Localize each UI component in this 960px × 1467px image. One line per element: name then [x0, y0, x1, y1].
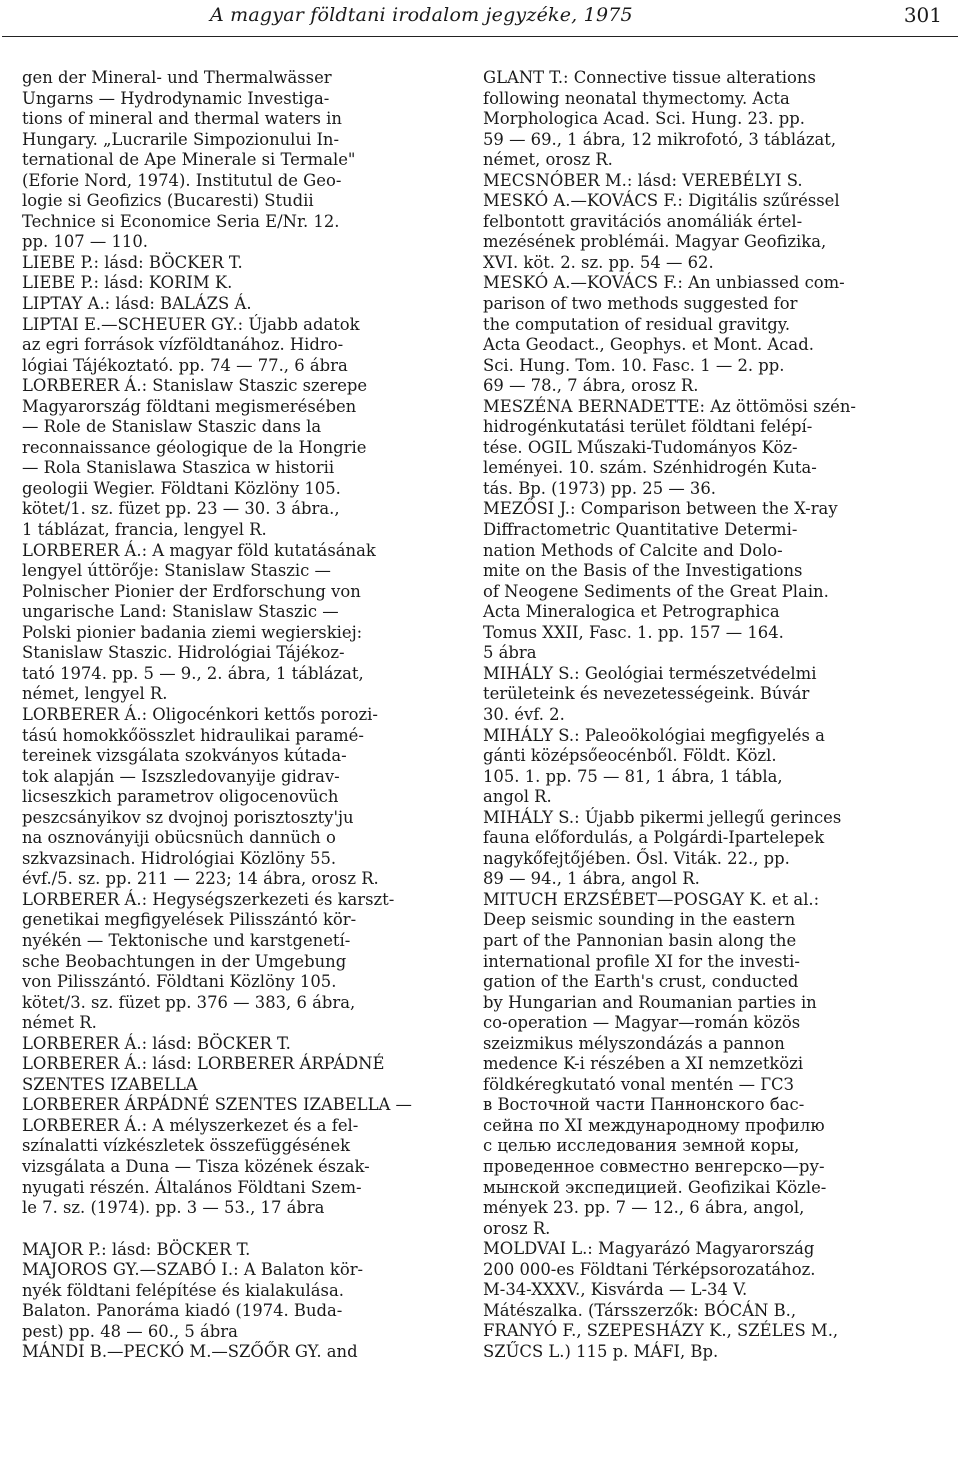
text-line: orosz R. [483, 1218, 551, 1238]
right-column [483, 68, 933, 1362]
text-line: Deep seismic sounding in the eastern [483, 910, 796, 930]
text-line: Ungarns — Hydrodynamic Investiga- [22, 88, 330, 108]
text-line: mények 23. pp. 7 — 12., 6 ábra, angol, [483, 1198, 805, 1218]
text-line: peszcsányikov sz dvojnoj porisztoszty'ju [22, 807, 354, 827]
text-line: MAJOR P.: lásd: BÖCKER T. [22, 1239, 251, 1259]
text-line: MIHÁLY S.: Geológiai természetvédelmi [483, 663, 817, 683]
text-line: 5 ábra [483, 643, 537, 663]
text-line: 59 — 69., 1 ábra, 12 mikrofotó, 3 táblázat, [483, 129, 837, 149]
text-line: following neonatal thymectomy. Acta [483, 88, 790, 108]
text-line: MESKÓ A.—KOVÁCS F.: Digitális szűréssel [483, 191, 840, 211]
text-line: (Eforie Nord, 1974). Institutul de Geo- [22, 170, 342, 190]
page-header [0, 0, 960, 40]
text-line: tok alapján — Iszszledovanyije gidrav- [22, 766, 340, 786]
text-line: nyékén — Tektonische und karstgenetí- [22, 930, 351, 950]
text-line: német, orosz R. [483, 150, 613, 170]
text-line: Diffractometric Quantitative Determi- [483, 520, 798, 540]
text-line: the computation of residual gravitgy. [483, 314, 791, 334]
text-line: kötet/3. sz. füzet pp. 376 — 383, 6 ábra, [22, 992, 356, 1012]
text-line: szeizmikus mélyszondázás a pannon [483, 1033, 785, 1053]
text-line: genetikai megfigyelések Pilisszántó kör- [22, 910, 357, 930]
text-line: gánti középsőeocénből. Földt. Közl. [483, 746, 777, 766]
text-line: M-34-XXXV., Kisvárda — L-34 V. [483, 1280, 748, 1300]
text-line: Mátészalka. (Társszerzők: BÓCÁN B., [483, 1300, 797, 1320]
text-line: angol R. [483, 787, 552, 807]
text-line: parison of two methods suggested for [483, 294, 798, 314]
text-line: az egri források vízföldtanához. Hidro- [22, 335, 344, 355]
text-line: сейна по XI международному профилю [483, 1115, 825, 1135]
text-line: LORBERER Á.: lásd: BÖCKER T. [22, 1033, 291, 1053]
text-line: gen der Mineral- und Thermalwässer [22, 68, 332, 87]
text-line: LORBERER Á.: Oligocénkori kettős porozi- [22, 704, 378, 724]
text-line: geologii Wegier. Földtani Közlöny 105. [22, 478, 341, 498]
text-line: MEZŐSI J.: Comparison between the X-ray [483, 499, 838, 519]
text-line: Polnischer Pionier der Erdforschung von [22, 581, 361, 601]
text-line: — Rola Stanislawa Staszica w historii [22, 458, 335, 478]
text-line: fauna előfordulás, a Polgárdi-Ipartelepek [483, 828, 825, 848]
text-line: MITUCH ERZSÉBET—POSGAY K. et al.: [483, 889, 820, 909]
text-line: Tomus XXII, Fasc. 1. pp. 157 — 164. [483, 622, 784, 642]
text-line: von Pilisszántó. Földtani Közlöny 105. [22, 972, 337, 992]
text-line: 69 — 78., 7 ábra, orosz R. [483, 376, 699, 396]
text-line: Morphologica Acad. Sci. Hung. 23. pp. [483, 109, 805, 129]
text-line: kötet/1. sz. füzet pp. 23 — 30. 3 ábra., [22, 499, 340, 519]
text-line: SZŰCS L.) 115 p. MÁFI, Bp. [483, 1341, 719, 1361]
text-line: part of the Pannonian basin along the [483, 930, 797, 950]
text-line: nagykőfejtőjében. Ősl. Viták. 22., pp. [483, 848, 790, 868]
text-line: lengyel úttörője: Stanislaw Staszic — [22, 561, 331, 581]
text-line: MÁNDI B.—PECKÓ M.—SZŐŐR GY. and [22, 1342, 358, 1362]
text-line: területeink és nevezetességeink. Búvár [483, 684, 810, 704]
text-line: német R. [22, 1013, 97, 1033]
text-line: német, lengyel R. [22, 684, 168, 704]
text-line: színalatti vízkészletek összefüggésének [22, 1136, 351, 1156]
text-line: мынской экспедицией. Geofizikai Közle- [483, 1177, 827, 1197]
text-line: reconnaissance géologique de la Hongrie [22, 437, 367, 457]
text-line: földkéregkutató vonal mentén — ГСЗ [483, 1074, 794, 1094]
text-line: international profile XI for the investi- [483, 951, 800, 971]
text-line: LORBERER Á.: lásd: LORBERER ÁRPÁDNÉ [22, 1054, 385, 1074]
text-line: Balaton. Panoráma kiadó (1974. Buda- [22, 1301, 343, 1321]
text-line: LORBERER Á.: A magyar föld kutatásának [22, 540, 376, 560]
text-line: 89 — 94., 1 ábra, angol R. [483, 869, 700, 889]
text-line: by Hungarian and Roumanian parties in [483, 992, 817, 1012]
text-line: lógiai Tájékoztató. pp. 74 — 77., 6 ábra [22, 355, 348, 375]
text-line: — Role de Stanislaw Staszic dans la [22, 417, 322, 437]
text-line: logie si Geofizics (Bucaresti) Studii [22, 191, 314, 211]
text-line: проведенное совместно венгерско—ру- [483, 1156, 825, 1176]
text-line: MAJOROS GY.—SZABÓ I.: A Balaton kör- [22, 1260, 364, 1280]
text-line: XVI. köt. 2. sz. pp. 54 — 62. [483, 252, 714, 272]
text-line: szkvazsinach. Hidrológiai Közlöny 55. [22, 848, 337, 868]
text-line: GLANT T.: Connective tissue alterations [483, 68, 816, 87]
left-column [22, 68, 452, 1363]
text-line: le 7. sz. (1974). pp. 3 — 53., 17 ábra [22, 1198, 325, 1218]
text-line: LIPTAY A.: lásd: BALÁZS Á. [22, 294, 252, 314]
text-line: tású homokkőösszlet hidraulikai paramé- [22, 725, 364, 745]
text-line: MIHÁLY S.: Újabb pikermi jellegű gerinces [483, 807, 842, 827]
text-line: mezésének problémái. Magyar Geofizika, [483, 232, 827, 252]
text-line: tése. OGIL Műszaki-Tudományos Köz- [483, 437, 798, 457]
text-line: LORBERER Á.: Hegységszerkezeti és karszt- [22, 889, 395, 909]
text-line: LIEBE P.: lásd: BÖCKER T. [22, 252, 243, 272]
text-line: sche Beobachtungen in der Umgebung [22, 951, 347, 971]
text-line: с целью исследования земной коры, [483, 1136, 800, 1156]
text-line: LORBERER ÁRPÁDNÉ SZENTES IZABELLA — [22, 1095, 412, 1115]
text-line: LORBERER Á.: Stanislaw Staszic szerepe [22, 376, 368, 396]
text-line: tereinek vizsgálata szokványos kútada- [22, 746, 347, 766]
text-line: pp. 107 — 110. [22, 232, 148, 252]
text-line: tató 1974. pp. 5 — 9., 2. ábra, 1 táblázat, [22, 663, 364, 683]
text-line: évf./5. sz. pp. 211 — 223; 14 ábra, orosz R. [22, 869, 379, 889]
text-line: of Neogene Sediments of the Great Plain. [483, 581, 829, 601]
text-line: 200 000-es Földtani Térképsorozatához. [483, 1259, 816, 1279]
header-rule [2, 36, 958, 37]
text-line: nyugati részén. Általános Földtani Szem- [22, 1177, 362, 1197]
text-line: LIEBE P.: lásd: KORIM K. [22, 273, 233, 293]
text-line: в Восточной части Паннонского бас- [483, 1095, 805, 1115]
text-line: 30. évf. 2. [483, 704, 565, 724]
text-line: medence K-i részében a XI nemzetközi [483, 1054, 804, 1074]
text-line: tions of mineral and thermal waters in [22, 109, 342, 129]
text-line: Acta Mineralogica et Petrographica [483, 602, 780, 622]
text-line: co-operation — Magyar—román közös [483, 1013, 801, 1033]
text-line: licseszkich parametrov oligocenovüch [22, 787, 339, 807]
text-line: Polski pionier badania ziemi wegierskiej: [22, 622, 363, 642]
text-line: na osznoványiji obücsnüch dannüch o [22, 828, 336, 848]
text-line: 105. 1. pp. 75 — 81, 1 ábra, 1 tábla, [483, 766, 783, 786]
text-line: Hungary. „Lucrarile Simpozionului In- [22, 129, 340, 149]
text-line: Sci. Hung. Tom. 10. Fasc. 1 — 2. pp. [483, 355, 785, 375]
text-line: mite on the Basis of the Investigations [483, 561, 803, 581]
text-line: MOLDVAI L.: Magyarázó Magyarország [483, 1239, 815, 1259]
text-line: ungarische Land: Stanislaw Staszic — [22, 602, 339, 622]
text-line: felbontott gravitációs anomáliák értel- [483, 211, 803, 231]
text-line: MESKÓ A.—KOVÁCS F.: An unbiassed com- [483, 273, 845, 293]
text-line: MECSNÓBER M.: lásd: VEREBÉLYI S. [483, 170, 803, 190]
text-line: Stanislaw Staszic. Hidrológiai Tájékoz- [22, 643, 345, 663]
text-line: FRANYÓ F., SZEPESHÁZY K., SZÉLES M., [483, 1321, 839, 1341]
text-line: pest) pp. 48 — 60., 5 ábra [22, 1321, 238, 1341]
page-number: 301 [903, 3, 942, 27]
text-line: nyék földtani felépítése és kialakulása. [22, 1280, 344, 1300]
text-line: Magyarország földtani megismerésében [22, 396, 357, 416]
running-title: A magyar földtani irodalom jegyzéke, 1975 [210, 4, 633, 26]
text-line: MIHÁLY S.: Paleoökológiai megfigyelés a [483, 725, 825, 745]
text-line: nation Methods of Calcite and Dolo- [483, 540, 783, 560]
text-line: hidrogénkutatási terület földtani felépí- [483, 417, 813, 437]
text-line: vizsgálata a Duna — Tisza közének észak- [22, 1156, 370, 1176]
text-line: Technice si Economice Seria E/Nr. 12. [22, 211, 340, 231]
text-line: MESZÉNA BERNADETTE: Az öttömösi szén- [483, 396, 856, 416]
text-line: LORBERER Á.: A mélyszerkezet és a fel- [22, 1115, 359, 1135]
text-line: Acta Geodact., Geophys. et Mont. Acad. [483, 335, 814, 355]
text-line: SZENTES IZABELLA [22, 1074, 198, 1094]
text-line: leményei. 10. szám. Szénhidrogén Kuta- [483, 458, 817, 478]
text-line: 1 táblázat, francia, lengyel R. [22, 520, 267, 540]
text-line: ternational de Ape Minerale si Termale" [22, 150, 356, 170]
text-line: tás. Bp. (1973) pp. 25 — 36. [483, 478, 716, 498]
text-line: gation of the Earth's crust, conducted [483, 972, 799, 992]
text-line: LIPTAI E.—SCHEUER GY.: Újabb adatok [22, 314, 360, 334]
